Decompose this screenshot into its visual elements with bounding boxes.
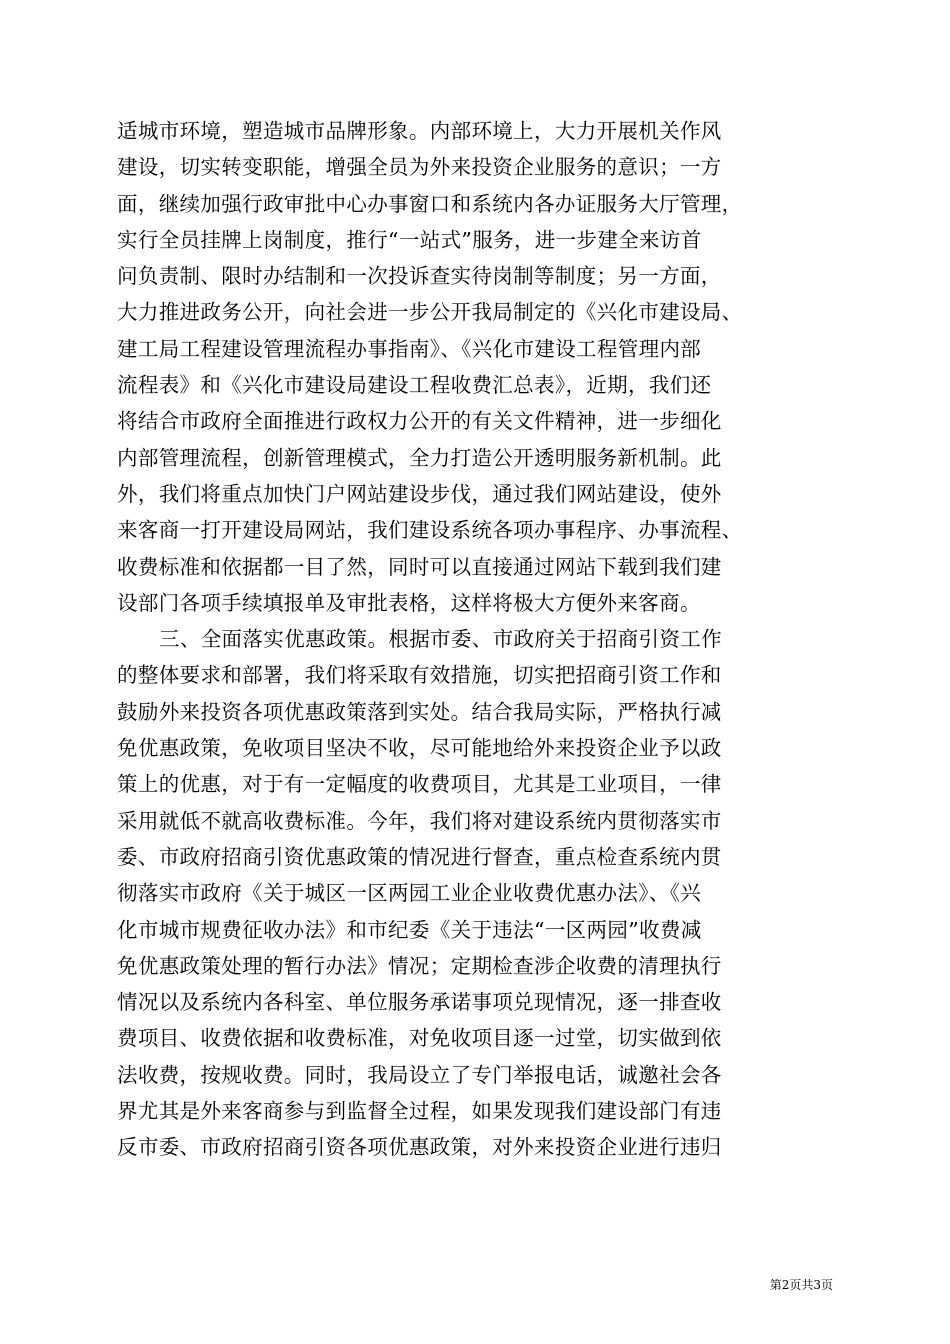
text-line: 来客商一打开建设局网站，我们建设系统各项办事程序、办事流程、 — [117, 518, 743, 543]
text-line: 适城市环境，塑造城市品牌形象。内部环境上，大力开展机关作风 — [117, 119, 722, 143]
text-line: 的整体要求和部署，我们将采取有效措施，切实把招商引资工作和 — [117, 663, 722, 688]
text-line: 建工局工程建设管理流程办事指南》、《兴化市建设工程管理内部 — [117, 336, 702, 361]
text-line: 面，继续加强行政审批中心办事窗口和系统内各办证服务大厅管理， — [117, 191, 743, 216]
text-line: 费项目、收费依据和收费标准，对免收项目逐一过堂，切实做到依 — [117, 1026, 722, 1051]
text-line: 情况以及系统内各科室、单位服务承诺事项兑现情况，逐一排查收 — [117, 990, 722, 1015]
text-line: 彻落实市政府《关于城区一区两园工业企业收费优惠办法》、《兴 — [117, 881, 702, 906]
text-line: 流程表》和《兴化市建设局建设工程收费汇总表》，近期，我们还 — [117, 373, 712, 398]
text-line: 实行全员挂牌上岗制度，推行“一站式”服务，进一步建全来访首 — [117, 227, 702, 252]
text-line: 问负责制、限时办结制和一次投诉查实待岗制等制度；另一方面， — [117, 264, 722, 289]
paragraph-heading-line: 三、全面落实优惠政策。根据市委、市政府关于招商引资工作 — [159, 627, 722, 652]
text-line: 采用就低不就高收费标准。今年，我们将对建设系统内贯彻落实市 — [117, 808, 722, 833]
text-line: 界尤其是外来客商参与到监督全过程，如果发现我们建设部门有违 — [117, 1099, 722, 1124]
text-line: 外，我们将重点加快门户网站建设步伐，通过我们网站建设，使外 — [117, 481, 722, 506]
text-line: 收费标准和依据都一目了然，同时可以直接通过网站下载到我们建 — [117, 554, 722, 579]
text-line: 将结合市政府全面推进行政权力公开的有关文件精神，进一步细化 — [117, 409, 722, 434]
text-line: 免优惠政策处理的暂行办法》情况；定期检查涉企收费的清理执行 — [117, 953, 722, 978]
text-line: 法收费，按规收费。同时，我局设立了专门举报电话，诚邀社会各 — [117, 1062, 722, 1087]
text-line: 化市城市规费征收办法》和市纪委《关于违法“一区两园”收费减 — [117, 917, 702, 942]
text-line: 大力推进政务公开，向社会进一步公开我局制定的《兴化市建设局、 — [117, 300, 743, 325]
text-line: 设部门各项手续填报单及审批表格，这样将极大方便外来客商。 — [117, 590, 701, 615]
text-line: 建设，切实转变职能，增强全员为外来投资企业服务的意识；一方 — [117, 155, 722, 180]
page-number-footer: 第2页共3页 — [769, 1278, 833, 1292]
document-body — [117, 113, 833, 1166]
text-line: 鼓励外来投资各项优惠政策落到实处。结合我局实际，严格执行减 — [117, 699, 722, 724]
text-line: 策上的优惠，对于有一定幅度的收费项目，尤其是工业项目，一律 — [117, 772, 722, 797]
text-line: 内部管理流程，创新管理模式，全力打造公开透明服务新机制。此 — [117, 445, 722, 470]
text-line: 反市委、市政府招商引资各项优惠政策，对外来投资企业进行违归 — [117, 1135, 722, 1160]
text-line: 免优惠政策，免收项目坚决不收，尽可能地给外来投资企业予以政 — [117, 736, 722, 761]
text-line: 委、市政府招商引资优惠政策的情况进行督查，重点检查系统内贯 — [117, 844, 722, 869]
